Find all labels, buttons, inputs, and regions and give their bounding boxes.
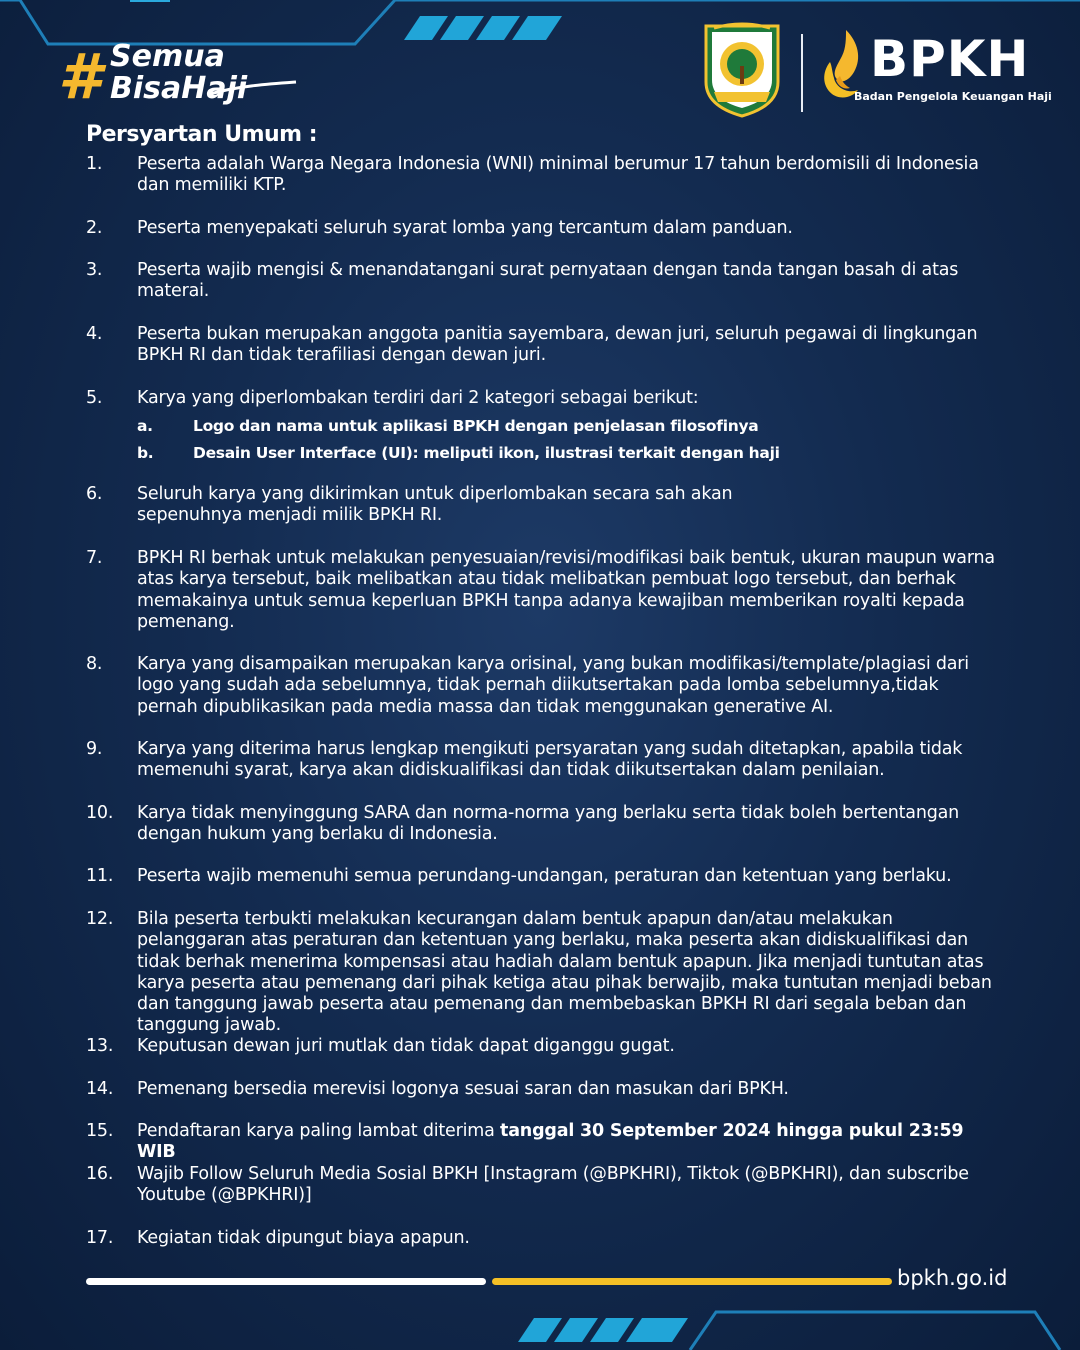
item-text: Bila peserta terbukti melakukan kecurangan dalam bentuk apapun dan/atau melakukan pelanggaran atas peraturan dan ketentuan yang berlaku, maka peserta akan didiskualifikasi dan tidak berhak menerima kompensasi atau hadiah dalam bentuk apapun. Jika menjadi tuntutan atas karya peserta atau pemenang dari pihak ketiga atau pihak berwajib, maka tuntutan menjadi beban dan tanggung jawab peserta atau pemenang dan membebaskan BPKH RI dari segala beban dan tanggung jawab. bbox=[137, 909, 992, 1036]
item-number: 16. bbox=[86, 1164, 114, 1184]
item-number: 15. bbox=[86, 1121, 114, 1141]
website-link[interactable]: bpkh.go.id bbox=[897, 1266, 1008, 1290]
item-number: 17. bbox=[86, 1228, 114, 1248]
item-number: 4. bbox=[86, 324, 103, 344]
header-divider bbox=[801, 34, 803, 112]
item-text: Karya yang diperlombakan terdiri dari 2 kategori sebagai berikut: bbox=[137, 388, 699, 408]
hashtag-mark: # bbox=[58, 40, 102, 113]
hashtag-logo bbox=[58, 40, 308, 116]
section-title: Persyartan Umum : bbox=[86, 122, 318, 147]
item-text: Peserta menyepakati seluruh syarat lomba yang tercantum dalam panduan. bbox=[137, 218, 793, 238]
item-text: Karya tidak menyinggung SARA dan norma-norma yang berlaku serta tidak boleh bertentangan dengan hukum yang berlaku di Indonesia. bbox=[137, 803, 960, 845]
bpkh-wordmark: BPKH bbox=[870, 30, 1030, 88]
item-text: Peserta bukan merupakan anggota panitia sayembara, dewan juri, seluruh pegawai di lingkungan BPKH RI dan tidak terafiliasi dengan dewan juri. bbox=[137, 324, 978, 366]
hashtag-line-2: BisaHaji bbox=[110, 71, 248, 106]
sub-item-letter: a. bbox=[137, 417, 153, 435]
item-number: 2. bbox=[86, 218, 103, 238]
item-text: BPKH RI berhak untuk melakukan penyesuaian/revisi/modifikasi baik bentuk, ukuran maupun warna atas karya tersebut, baik melibatkan atau tidak melibatkan pembuat logo tersebut, dan berhak memakainya untuk semua keperluan BPKH tanpa adanya kewajiban memberikan royalti kepada pemenang. bbox=[137, 548, 995, 632]
item-text-regular: Pendaftaran karya paling lambat diterima bbox=[137, 1121, 501, 1141]
deadline-emphasis: tanggal 30 September 2024 hingga pukul 23:59 WIB bbox=[137, 1121, 964, 1163]
item-number: 3. bbox=[86, 260, 103, 280]
item-text: Peserta wajib mengisi & menandatangani surat pernyataan dengan tanda tangan basah di atas materai. bbox=[137, 260, 959, 302]
item-text: Peserta wajib memenuhi semua perundang-undangan, peraturan dan ketentuan yang berlaku. bbox=[137, 866, 952, 886]
bpkh-subtitle: Badan Pengelola Keuangan Haji bbox=[854, 90, 1052, 103]
item-number: 5. bbox=[86, 388, 103, 408]
item-number: 10. bbox=[86, 803, 114, 823]
item-number: 9. bbox=[86, 739, 103, 759]
swoosh-icon bbox=[208, 76, 298, 98]
item-text: Keputusan dewan juri mutlak dan tidak dapat diganggu gugat. bbox=[137, 1036, 675, 1056]
sub-item-letter: b. bbox=[137, 444, 154, 462]
item-number: 1. bbox=[86, 154, 103, 174]
bpkh-logo bbox=[818, 28, 1052, 114]
item-number: 6. bbox=[86, 484, 103, 504]
item-number: 13. bbox=[86, 1036, 114, 1056]
footer-bar-white bbox=[86, 1278, 486, 1285]
item-text: Karya yang diterima harus lengkap mengikuti persyaratan yang sudah ditetapkan, apabila tidak memenuhi syarat, karya akan didiskualifikasi dan tidak diikutsertakan dalam penilaian. bbox=[137, 739, 963, 781]
item-number: 11. bbox=[86, 866, 114, 886]
item-number: 7. bbox=[86, 548, 103, 568]
item-number: 8. bbox=[86, 654, 103, 674]
sub-item-text: Desain User Interface (UI): meliputi ikon, ilustrasi terkait dengan haji bbox=[193, 444, 780, 462]
item-text: Wajib Follow Seluruh Media Sosial BPKH [Instagram (@BPKHRI), Tiktok (@BPKHRI), dan subscribe Youtube (@BPKHRI)] bbox=[137, 1164, 969, 1206]
item-text: Peserta adalah Warga Negara Indonesia (WNI) minimal berumur 17 tahun berdomisili di Indonesia dan memiliki KTP. bbox=[137, 154, 979, 196]
item-text: Seluruh karya yang dikirimkan untuk diperlombakan secara sah akan sepenuhnya menjadi milik BPKH RI. bbox=[137, 484, 733, 526]
sub-item-text: Logo dan nama untuk aplikasi BPKH dengan penjelasan filosofinya bbox=[193, 417, 759, 435]
item-text: Pemenang bersedia merevisi logonya sesuai saran dan masukan dari BPKH. bbox=[137, 1079, 789, 1099]
university-emblem-icon bbox=[700, 22, 784, 118]
item-number: 14. bbox=[86, 1079, 114, 1099]
item-text bbox=[137, 1121, 997, 1164]
item-number: 12. bbox=[86, 909, 114, 929]
footer-bar-yellow bbox=[492, 1278, 892, 1285]
hashtag-line-1: Semua bbox=[110, 39, 225, 74]
item-text: Karya yang disampaikan merupakan karya orisinal, yang bukan modifikasi/template/plagiasi dari logo yang sudah ada sebelumnya, tidak pernah diikutsertakan pada lomba sebelumnya,tidak pernah dipublikasikan pada media massa dan tidak menggunakan generative AI. bbox=[137, 654, 969, 717]
item-text: Kegiatan tidak dipungut biaya apapun. bbox=[137, 1228, 470, 1248]
